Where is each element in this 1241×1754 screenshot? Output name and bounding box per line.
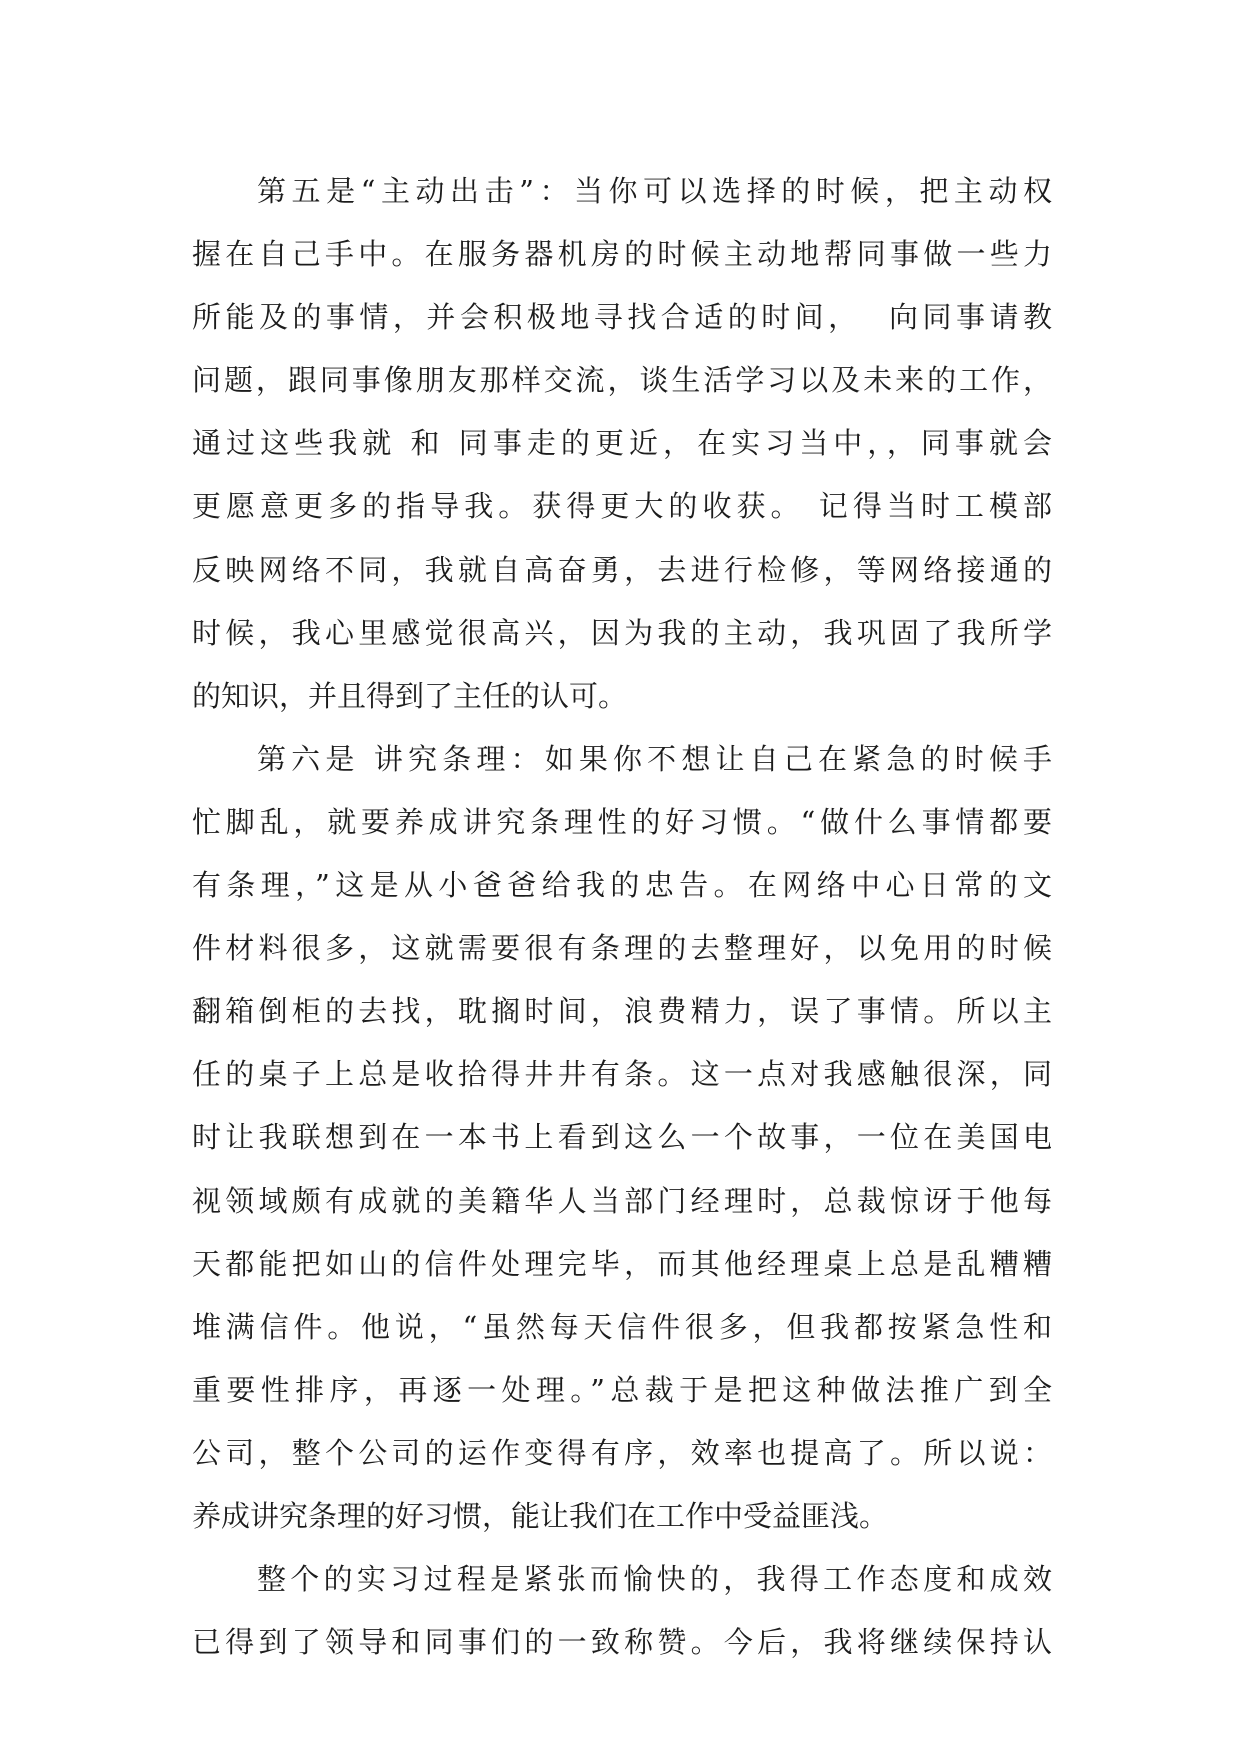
paragraph-6-line-8: 视领域颇有成就的美籍华人当部门经理时，总裁惊讶于他每 xyxy=(192,1183,1052,1218)
paragraph-5-line-2: 握在自己手中。在服务器机房的时候主动地帮同事做一些力 xyxy=(192,237,1052,272)
paragraph-6-line-12: 公司，整个公司的运作变得有序，效率也提高了。所以说： xyxy=(192,1435,1052,1470)
paragraph-6-line-9: 天都能把如山的信件处理完毕，而其他经理桌上总是乱糟糟 xyxy=(192,1246,1052,1281)
paragraph-5-line-7: 反映网络不同，我就自高奋勇，去进行检修，等网络接通的 xyxy=(192,552,1052,587)
document-body xyxy=(192,160,1052,1674)
paragraph-6-line-4: 件材料很多，这就需要很有条理的去整理好，以免用的时候 xyxy=(192,931,1052,966)
paragraph-6-line-6: 任的桌子上总是收拾得井井有条。这一点对我感触很深，同 xyxy=(192,1057,1052,1092)
paragraph-5-line-8: 时候，我心里感觉很高兴，因为我的主动，我巩固了我所学 xyxy=(192,615,1052,650)
paragraph-6-line-2: 忙脚乱，就要养成讲究条理性的好习惯。“做什么事情都要 xyxy=(192,804,1052,839)
paragraph-5-line-6: 更愿意更多的指导我。获得更大的收获。 记得当时工模部 xyxy=(192,489,1052,524)
paragraph-7-line-2: 已得到了领导和同事们的一致称赞。今后，我将继续保持认 xyxy=(192,1625,1052,1660)
paragraph-6-line-10: 堆满信件。他说，“虽然每天信件很多，但我都按紧急性和 xyxy=(192,1309,1052,1344)
paragraph-5-line-9: 的知识，并且得到了主任的认可。 xyxy=(192,678,628,713)
paragraph-6-line-7: 时让我联想到在一本书上看到这么一个故事，一位在美国电 xyxy=(192,1120,1052,1155)
paragraph-5-line-1: 第五是“主动出击”：当你可以选择的时候，把主动权 xyxy=(257,174,1052,208)
paragraph-5-line-3: 所能及的事情，并会积极地寻找合适的时间， 向同事请教 xyxy=(192,300,1052,335)
paragraph-6-line-1: 第六是 讲究条理：如果你不想让自己在紧急的时候手 xyxy=(257,741,1052,776)
paragraph-6-line-11: 重要性排序，再逐一处理。”总裁于是把这种做法推广到全 xyxy=(192,1372,1052,1407)
paragraph-7-line-1: 整个的实习过程是紧张而愉快的，我得工作态度和成效 xyxy=(257,1562,1052,1597)
paragraph-6-line-3: 有条理，”这是从小爸爸给我的忠告。在网络中心日常的文 xyxy=(192,868,1052,903)
paragraph-6-line-13: 养成讲究条理的好习惯，能让我们在工作中受益匪浅。 xyxy=(192,1498,889,1533)
paragraph-5-line-4: 问题，跟同事像朋友那样交流，谈生活学习以及未来的工作， xyxy=(192,363,1052,398)
paragraph-5-line-5: 通过这些我就 和 同事走的更近，在实习当中，，同事就会 xyxy=(192,426,1052,461)
paragraph-6-line-5: 翻箱倒柜的去找，耽搁时间，浪费精力，误了事情。所以主 xyxy=(192,994,1052,1029)
